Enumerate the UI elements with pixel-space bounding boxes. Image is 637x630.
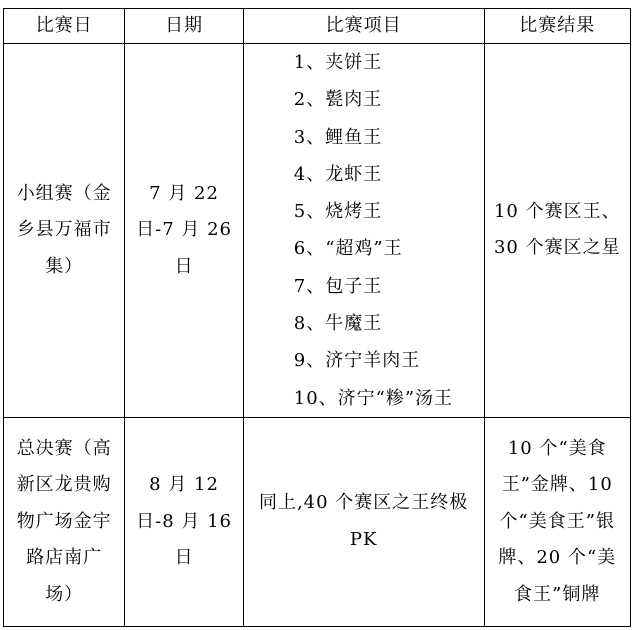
table-row-group-stage bbox=[4, 44, 631, 418]
list-item: 9、济宁羊肉王 bbox=[293, 350, 421, 372]
date-text: 7 月 22 日-7 月 26 日 bbox=[136, 182, 232, 277]
list-item: 7、包子王 bbox=[293, 275, 383, 297]
stage-text: 小组赛（金乡县万福市集） bbox=[16, 182, 112, 277]
list-item: 2、甏肉王 bbox=[293, 89, 383, 111]
stage-text: 总决赛（高新区龙贵购物广场金宇路店南广场） bbox=[16, 437, 112, 605]
result-text: 10 个“美食王”金牌、10 个“美食王”银牌、20 个“美食王”铜牌 bbox=[498, 437, 617, 605]
list-item: 1、夹饼王 bbox=[293, 52, 383, 73]
list-item: 6、“超鸡”王 bbox=[293, 238, 403, 260]
header-result: 比赛结果 bbox=[484, 9, 630, 44]
list-item: 5、烧烤王 bbox=[293, 201, 383, 223]
items-cell bbox=[243, 417, 484, 626]
date-cell bbox=[125, 417, 243, 626]
date-text: 8 月 12 日-8 月 16 日 bbox=[136, 474, 232, 569]
list-item: 4、龙虾王 bbox=[293, 163, 383, 185]
stage-cell bbox=[4, 44, 125, 418]
stage-cell bbox=[4, 417, 125, 626]
list-item: 3、鲤鱼王 bbox=[293, 126, 383, 148]
header-stage: 比赛日 bbox=[4, 9, 125, 44]
result-cell bbox=[484, 44, 630, 418]
header-items: 比赛项目 bbox=[243, 9, 484, 44]
list-item: 10、济宁“糁”汤王 bbox=[293, 387, 454, 409]
table-row-final-stage bbox=[4, 417, 631, 626]
result-text: 10 个赛区王、30 个赛区之星 bbox=[493, 200, 621, 259]
header-row bbox=[4, 9, 631, 44]
items-cell bbox=[243, 44, 484, 418]
items-text: 同上,40 个赛区之王终极 PK bbox=[258, 492, 469, 550]
list-item: 8、牛魔王 bbox=[293, 313, 383, 335]
header-date: 日期 bbox=[125, 9, 243, 44]
date-cell bbox=[125, 44, 243, 418]
result-cell bbox=[484, 417, 630, 626]
competition-schedule-table bbox=[3, 8, 631, 627]
items-list bbox=[244, 44, 484, 417]
